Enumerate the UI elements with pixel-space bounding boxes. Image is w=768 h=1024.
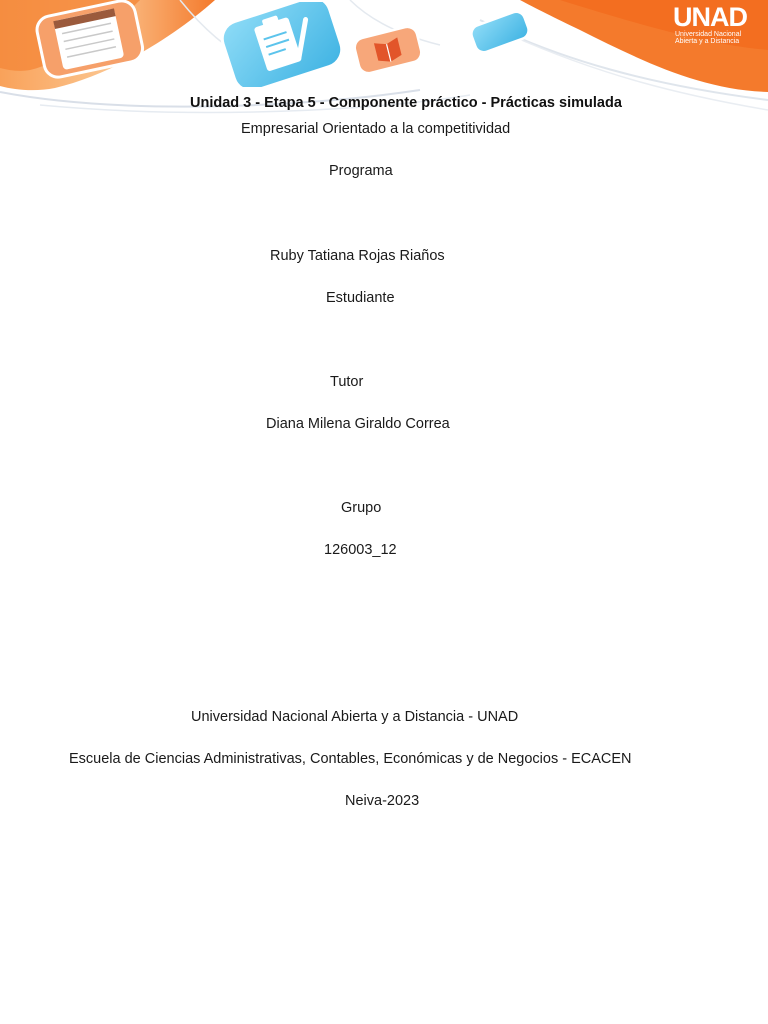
program-label: Programa [329,163,393,179]
tutor-label: Tutor [330,374,364,390]
diamond-icon [466,10,534,54]
logo-subtitle [675,31,765,45]
tutor-name: Diana Milena Giraldo Correa [266,416,450,432]
document-title: Unidad 3 - Etapa 5 - Componente práctico - Prácticas simulada [190,95,622,111]
clipboard-icon [212,2,352,87]
document-subtitle: Empresarial Orientado a la competitividad [241,121,511,137]
unad-logo [673,2,763,48]
university-name: Universidad Nacional Abierta y a Distancia - UNAD [191,709,519,725]
logo-mark: UNAD [673,2,747,32]
group-label: Grupo [341,500,382,516]
school-name: Escuela de Ciencias Administrativas, Contables, Económicas y de Negocios - ECACEN [69,751,632,767]
student-name: Ruby Tatiana Rojas Riaños [270,248,445,264]
group-number: 126003_12 [324,542,397,558]
logo-sub-line-2: Abierta y a Distancia [675,38,740,45]
student-label: Estudiante [326,290,395,306]
notepad-icon [20,0,160,80]
place-year: Neiva-2023 [345,793,420,809]
book-icon [350,26,426,74]
logo-sub-line-1: Universidad Nacional [675,31,742,38]
